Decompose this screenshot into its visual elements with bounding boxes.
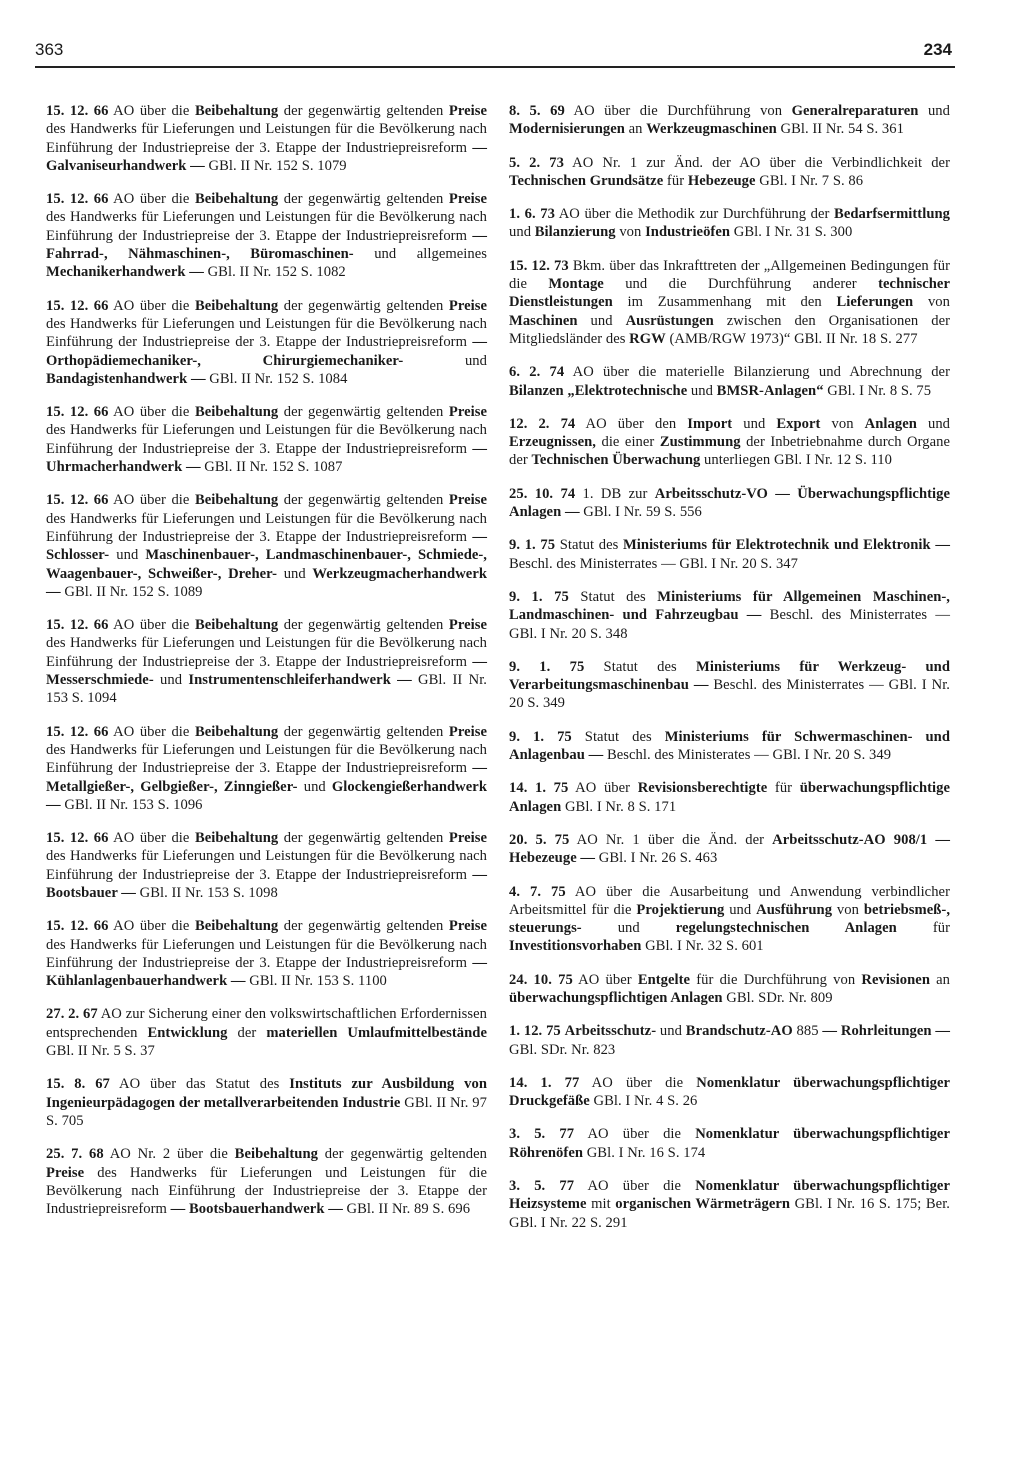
entry-keyword: Nomenklatur überwachungspflichtiger Druckgefäße xyxy=(509,1074,951,1110)
entry-keyword: Mechanikerhandwerk — xyxy=(46,264,204,281)
entry-keyword: Beibehaltung xyxy=(194,297,279,314)
entry-keyword: materiellen Umlaufmittelbestände xyxy=(266,1024,487,1041)
entry-keyword: Entwicklung xyxy=(147,1024,228,1041)
entry-text: Beschl. des Ministerrates — GBl. I Nr. 20 S. 348 xyxy=(509,607,950,642)
entry-text: der Inbetriebnahme durch Organe der xyxy=(509,434,950,469)
entry-text: und die Durchführung anderer xyxy=(603,276,879,293)
entry-keyword: Preise xyxy=(448,103,488,119)
entry-text: und xyxy=(509,224,535,241)
entry-keyword: — Bootsbauerhandwerk — xyxy=(170,1201,343,1218)
entry-text: und xyxy=(724,901,757,918)
entry-text: AO über die Methodik zur Durchführung der xyxy=(554,206,835,223)
index-entry xyxy=(509,257,950,348)
entry-text: Statut des xyxy=(584,658,697,675)
entry-date: 20. 5. 75 xyxy=(509,831,570,848)
entry-text: AO über die xyxy=(108,297,195,314)
entry-keyword: Nomenklatur überwachungspflichtiger Röhrenöfen xyxy=(509,1126,950,1161)
entry-text: der gegenwärtig geltenden xyxy=(278,404,449,421)
entry-keyword: Beibehaltung xyxy=(194,492,279,509)
entry-keyword: Projektierung xyxy=(636,901,725,918)
entry-keyword: Technischen Grundsätze xyxy=(509,172,664,189)
entry-text: für xyxy=(663,172,688,189)
entry-keyword: regelungstechnischen Anlagen xyxy=(675,920,897,937)
entry-text: der gegenwärtig geltenden xyxy=(278,617,449,634)
entry-text: im Zusammenhang mit den xyxy=(612,294,837,311)
entry-keyword: Entgelte xyxy=(637,971,691,988)
index-entry xyxy=(46,1075,487,1130)
entry-text: Beschl. des Ministerrates — GBl. I Nr. 20 S. 349 xyxy=(509,677,950,712)
index-entry xyxy=(509,588,950,643)
entry-keyword: Revisionen xyxy=(861,971,930,988)
entry-text: und xyxy=(581,920,676,937)
entry-text: AO über xyxy=(568,780,638,797)
entry-keyword: Preise xyxy=(448,918,488,935)
entry-keyword: Arbeitsschutz-AO 908/1 — Hebezeuge — xyxy=(509,831,950,867)
entry-text: GBl. II Nr. 152 S. 1089 xyxy=(60,583,203,600)
entry-text: von xyxy=(615,224,646,241)
entry-text: GBl. I Nr. 8 S. 75 xyxy=(823,382,932,399)
entry-text: GBl. II Nr. 89 S. 696 xyxy=(342,1201,471,1218)
entry-text: für xyxy=(767,780,800,797)
entry-text: des Handwerks für Lieferungen und Leistungen für die Bevölkerung nach Einführung der Industriepreise der 3. Etappe der Industriepreisreform xyxy=(46,1164,487,1218)
entry-text: AO über die xyxy=(108,492,195,509)
entry-date: 25. 10. 74 xyxy=(509,485,576,502)
entry-text: unterliegen GBl. I Nr. 12 S. 110 xyxy=(700,452,892,469)
entry-date: 15. 12. 66 xyxy=(46,830,109,847)
entry-text: Statut des xyxy=(555,537,623,554)
entry-keyword: — Orthopädiemechaniker-, Chirurgiemechaniker- xyxy=(46,334,487,369)
entry-text: des Handwerks für Lieferungen und Leistungen für die Bevölkerung nach Einführung der Industriepreise der 3. Etappe der Industriepreisreform xyxy=(46,936,487,971)
entry-text: AO über die xyxy=(108,830,195,847)
entry-text: die einer xyxy=(596,434,660,451)
page-number-left: 363 xyxy=(35,40,64,59)
entry-text: AO über die xyxy=(108,404,195,421)
entry-date: 8. 5. 69 xyxy=(509,103,565,119)
entry-keyword: Beibehaltung xyxy=(194,103,279,119)
entry-date: 6. 2. 74 xyxy=(509,364,565,381)
entry-text: des Handwerks für Lieferungen und Leistungen für die Bevölkerung nach Einführung der Industriepreise der 3. Etappe der Industriepreisreform xyxy=(46,121,487,156)
entry-date: 15. 12. 66 xyxy=(46,297,109,314)
entry-text: des Handwerks für Lieferungen und Leistungen für die Bevölkerung nach Einführung der Industriepreise der 3. Etappe der Industriepreisreform xyxy=(46,209,487,244)
entry-keyword: Montage xyxy=(548,276,604,293)
entry-keyword: überwachungspflichtige Anlagen xyxy=(509,780,950,815)
entry-text: AO über die xyxy=(108,617,195,634)
entry-text: GBl. I Nr. 7 S. 86 xyxy=(755,172,864,189)
entry-text: des Handwerks für Lieferungen und Leistungen für die Bevölkerung nach Einführung der Industriepreise der 3. Etappe der Industriepreisreform xyxy=(46,422,487,457)
entry-date: 15. 12. 66 xyxy=(46,617,109,634)
entry-keyword: Preise xyxy=(448,404,488,421)
entry-text: GBl. I Nr. 26 S. 463 xyxy=(595,850,718,867)
entry-text: GBl. SDr. Nr. 823 xyxy=(509,1041,616,1058)
entry-text: GBl. I Nr. 59 S. 556 xyxy=(579,504,702,521)
entry-text: der gegenwärtig geltenden xyxy=(278,297,449,314)
entry-date: 9. 1. 75 xyxy=(509,728,572,745)
entry-keyword: Arbeitsschutz-VO — Überwachungspflichtige Anlagen — xyxy=(509,485,951,521)
entry-text: GBl. I Nr. 16 S. 175; Ber. GBl. I Nr. 22 S. 291 xyxy=(509,1196,951,1231)
entry-date: 24. 10. 75 xyxy=(509,971,573,988)
entry-text: der gegenwärtig geltenden xyxy=(278,918,449,935)
header-divider xyxy=(35,66,955,68)
entry-keyword: Preise xyxy=(448,617,488,634)
index-entry xyxy=(46,723,487,814)
entry-text: AO über das Statut des xyxy=(109,1076,290,1093)
entry-text: AO über die xyxy=(108,918,195,935)
entry-keyword: Lieferungen xyxy=(836,294,914,311)
entry-text: des Handwerks für Lieferungen und Leistungen für die Bevölkerung nach Einführung der Industriepreise der 3. Etappe der Industriepreisreform xyxy=(46,741,487,777)
entry-text: für die Durchführung von xyxy=(690,971,862,988)
index-entry xyxy=(509,1177,950,1232)
entry-text: des Handwerks für Lieferungen und Leistungen für die Bevölkerung nach Einführung der Industriepreise der 3. Etappe der Industriepreisreform xyxy=(46,315,487,351)
entry-text: und xyxy=(403,352,487,369)
entry-keyword: — Bootsbauer — xyxy=(46,866,487,901)
index-entry xyxy=(46,297,487,388)
entry-text: GBl. SDr. Nr. 809 xyxy=(722,989,833,1006)
entry-text: AO über xyxy=(572,971,638,988)
entry-text: des Handwerks für Lieferungen und Leistungen für die Bevölkerung nach Einführung der Industriepreise der 3. Etappe der Industriepreisreform xyxy=(46,635,487,670)
entry-text: an xyxy=(624,121,647,138)
entry-text: Beschl. des Ministerrates — GBl. I Nr. 20 S. 347 xyxy=(509,555,798,572)
entry-keyword: Maschinenbauer-, Landmaschinenbauer-, Schmiede-, Waagenbauer-, Schweißer-, Dreher- xyxy=(46,547,488,582)
entry-text: der gegenwärtig geltenden xyxy=(278,103,449,119)
entry-keyword: Bedarfsermittlung xyxy=(834,206,950,223)
entry-text: der xyxy=(227,1024,267,1041)
entry-keyword: Ausführung xyxy=(756,901,833,918)
entry-keyword: Preise xyxy=(448,297,488,314)
index-entry xyxy=(46,190,487,281)
entry-text: und xyxy=(732,415,777,432)
entry-text: 1. DB zur xyxy=(575,485,655,502)
entry-keyword: Beibehaltung xyxy=(194,918,279,935)
entry-keyword: RGW xyxy=(629,330,666,347)
index-entry xyxy=(509,102,950,139)
entry-date: 9. 1. 75 xyxy=(509,658,585,675)
entry-text: und xyxy=(297,778,332,795)
page-number-right: 234 xyxy=(923,40,952,59)
entry-text: GBl. II Nr. 153 S. 1096 xyxy=(60,796,203,813)
entry-text: und xyxy=(687,382,717,399)
entry-text: und xyxy=(109,547,146,564)
entry-keyword: Erzeugnissen, xyxy=(509,434,597,451)
entry-text: GBl. II Nr. 152 S. 1079 xyxy=(204,157,347,174)
entry-keyword: Anlagen xyxy=(864,415,917,432)
entry-text: der gegenwärtig geltenden xyxy=(278,830,449,847)
entry-keyword: Werkzeugmacherhandwerk — xyxy=(46,565,488,600)
entry-keyword: Import xyxy=(687,415,733,432)
entry-keyword: Arbeitsschutz- xyxy=(564,1023,657,1040)
entry-date: 15. 12. 66 xyxy=(46,404,109,421)
entry-keyword: Ministeriums für Werkzeug- und Verarbeitungsmaschinenbau — xyxy=(509,658,950,694)
entry-keyword: Export xyxy=(776,415,821,432)
entry-keyword: Beibehaltung xyxy=(234,1146,318,1163)
entry-text: der gegenwärtig geltenden xyxy=(318,1146,488,1163)
entry-text: von xyxy=(832,901,864,918)
entry-text: an xyxy=(929,971,951,988)
index-entry xyxy=(509,971,950,1008)
entry-keyword: Werkzeugmaschinen xyxy=(646,121,777,138)
entry-keyword: Instrumentenschleiferhandwerk — xyxy=(188,672,412,689)
index-entry xyxy=(46,1005,487,1060)
index-entry xyxy=(509,1125,950,1162)
entry-keyword: Beibehaltung xyxy=(194,404,279,421)
entry-text: Bkm. über das Inkrafttreten der „Allgemeinen Bedingungen für die xyxy=(509,257,950,293)
entry-text: des Handwerks für Lieferungen und Leistungen für die Bevölkerung nach Einführung der Industriepreise der 3. Etappe der Industriepreisreform xyxy=(46,510,487,545)
entry-text: GBl. I Nr. 4 S. 26 xyxy=(589,1093,698,1110)
entry-keyword: Brandschutz-AO xyxy=(685,1023,793,1040)
entry-text: GBl. II Nr. 5 S. 37 xyxy=(46,1043,155,1060)
entry-keyword: Bilanzierung xyxy=(534,224,616,241)
entry-text: AO über die xyxy=(574,1126,696,1143)
entry-text: und xyxy=(916,415,951,432)
index-entry xyxy=(46,829,487,902)
entry-keyword: — Messerschmiede- xyxy=(46,653,487,689)
index-entry xyxy=(46,403,487,476)
entry-date: 15. 12. 66 xyxy=(46,191,109,208)
entry-date: 1. 6. 73 xyxy=(509,206,555,223)
entry-text: für xyxy=(896,920,950,937)
entry-keyword: Generalreparaturen xyxy=(791,103,919,119)
index-entry xyxy=(46,102,487,175)
entry-date: 9. 1. 75 xyxy=(509,537,556,554)
entry-date: 27. 2. 67 xyxy=(46,1006,98,1023)
entry-text: AO über die materielle Bilanzierung und Abrechnung der xyxy=(564,364,950,381)
entry-keyword: Investitionsvorhaben xyxy=(509,938,642,955)
entry-text: der gegenwärtig geltenden xyxy=(278,191,449,208)
entry-text: AO über die Ausarbeitung und Anwendung verbindlicher Arbeitsmittel für die xyxy=(509,883,950,918)
entry-date: 15. 12. 66 xyxy=(46,492,109,509)
entry-keyword: Ausrüstungen xyxy=(625,312,714,329)
entry-text: Statut des xyxy=(571,728,665,745)
entry-text: AO über die xyxy=(108,723,195,740)
entry-text: GBl. II Nr. 97 S. 705 xyxy=(46,1094,487,1129)
index-entry xyxy=(509,728,950,765)
entry-text: und xyxy=(918,103,950,119)
entry-text: der gegenwärtig geltenden xyxy=(278,492,449,509)
entry-keyword: Beibehaltung xyxy=(194,830,279,847)
entry-text: von xyxy=(820,415,865,432)
entry-keyword: Preise xyxy=(46,1164,85,1181)
entry-date: 25. 7. 68 xyxy=(46,1146,104,1163)
index-entry xyxy=(509,485,950,522)
entry-keyword: Glockengießerhandwerk — xyxy=(46,778,487,813)
entry-keyword: betriebsmeß-, steuerungs- xyxy=(509,901,951,937)
entry-keyword: — Schlosser- xyxy=(46,528,487,564)
index-entry xyxy=(509,831,950,868)
entry-keyword: — Fahrrad-, Nähmaschinen-, Büromaschinen- xyxy=(46,227,487,263)
entry-text: AO über den xyxy=(575,415,688,432)
entry-text: der gegenwärtig geltenden xyxy=(278,723,449,740)
entry-date: 15. 8. 67 xyxy=(46,1076,110,1093)
entry-date: 15. 12. 66 xyxy=(46,918,109,935)
entry-keyword: Hebezeuge xyxy=(687,172,756,189)
entry-text: AO zur Sicherung einer den volkswirtschaftlichen Erfordernissen entsprechenden xyxy=(46,1006,488,1041)
index-entry xyxy=(509,154,950,191)
entry-text: von xyxy=(913,294,950,311)
entry-text: Beschl. des Ministerates — GBl. I Nr. 20 S. 349 xyxy=(603,747,892,764)
entry-text: mit xyxy=(586,1196,616,1213)
entry-text: GBl. II Nr. 152 S. 1087 xyxy=(200,459,343,476)
entry-text: und xyxy=(577,312,626,329)
index-entry xyxy=(509,205,950,242)
index-entry xyxy=(46,616,487,707)
entry-date: 5. 2. 73 xyxy=(509,154,564,171)
entry-keyword: organischen Wärmeträgern xyxy=(615,1196,791,1213)
entry-date: 4. 7. 75 xyxy=(509,883,566,900)
entry-text: und xyxy=(656,1023,686,1040)
entry-keyword: überwachungspflichtigen Anlagen xyxy=(509,989,723,1006)
entry-keyword: Preise xyxy=(448,492,488,509)
entry-text: GBl. II Nr. 153 S. 1098 xyxy=(135,884,278,901)
entry-keyword: Modernisierungen xyxy=(509,121,625,138)
entry-keyword: Nomenklatur überwachungspflichtiger Heizsysteme xyxy=(509,1178,950,1213)
entry-text: und xyxy=(277,565,313,582)
index-entry xyxy=(509,779,950,816)
entry-keyword: Beibehaltung xyxy=(194,191,279,208)
index-entry xyxy=(509,1074,950,1111)
entry-text: des Handwerks für Lieferungen und Leistungen für die Bevölkerung nach Einführung der Industriepreise der 3. Etappe der Industriepreisreform xyxy=(46,848,487,883)
index-entry xyxy=(509,658,950,713)
entry-keyword: Zustimmung xyxy=(659,434,741,451)
entry-text: AO über die Durchführung von xyxy=(564,103,792,119)
entry-text: 885 xyxy=(792,1023,823,1040)
index-entry xyxy=(46,917,487,990)
entry-text: GBl. II Nr. 153 S. 1100 xyxy=(245,973,387,990)
entry-keyword: BMSR-Anlagen“ xyxy=(716,382,824,399)
entry-date: 12. 2. 74 xyxy=(509,415,576,432)
entry-text: GBl. I Nr. 16 S. 174 xyxy=(583,1144,706,1161)
index-entry xyxy=(46,1145,487,1218)
entry-keyword: Preise xyxy=(448,191,488,208)
entry-text: Statut des xyxy=(568,588,658,605)
entry-text: GBl. I Nr. 32 S. 601 xyxy=(641,938,764,955)
entry-text: AO über die xyxy=(108,103,195,119)
entry-keyword: Technischen Überwachung xyxy=(531,452,701,469)
entry-text: (AMB/RGW 1973)“ GBl. II Nr. 18 S. 277 xyxy=(665,330,918,347)
entry-date: 14. 1. 75 xyxy=(509,780,569,797)
entry-keyword: — Kühlanlagenbauerhandwerk — xyxy=(46,954,487,990)
entry-date: 15. 12. 73 xyxy=(509,257,569,274)
entry-text: GBl. II Nr. 54 S. 361 xyxy=(776,121,904,138)
entry-text: und xyxy=(153,672,189,689)
entry-keyword: Bandagistenhandwerk — xyxy=(46,370,206,387)
entry-keyword: Beibehaltung xyxy=(194,617,279,634)
left-column xyxy=(46,102,487,1233)
entry-keyword: — Galvaniseurhandwerk — xyxy=(46,139,487,174)
entry-keyword: Bilanzen „Elektrotechnische xyxy=(509,382,688,399)
entry-keyword: Ministeriums für Allgemeinen Maschinen-, Landmaschinen- und Fahrzeugbau — xyxy=(509,588,950,624)
entry-text: AO über die xyxy=(108,191,195,208)
entry-text: AO Nr. 1 über die Änd. der xyxy=(569,831,773,848)
entry-date: 15. 12. 66 xyxy=(46,103,109,119)
entry-date: 1. 12. 75 xyxy=(509,1023,561,1040)
entry-text: GBl. I Nr. 8 S. 171 xyxy=(561,798,677,815)
entry-keyword: Ministeriums für Elektrotechnik und Elektronik — xyxy=(622,537,950,554)
entry-keyword: Preise xyxy=(448,830,488,847)
index-entry xyxy=(509,883,950,956)
index-entry xyxy=(509,363,950,400)
entry-date: 3. 5. 77 xyxy=(509,1178,575,1195)
entry-date: 3. 5. 77 xyxy=(509,1126,575,1143)
entry-keyword: — Uhrmacherhandwerk — xyxy=(46,440,487,476)
entry-text: GBl. II Nr. 152 S. 1082 xyxy=(203,264,346,281)
entry-text: AO Nr. 1 zur Änd. der AO über die Verbindlichkeit der xyxy=(563,154,950,171)
index-entry xyxy=(509,536,950,573)
entry-text: AO über die xyxy=(574,1178,696,1195)
entry-text: und allgemeines xyxy=(353,246,487,263)
entry-text: AO Nr. 2 über die xyxy=(103,1146,235,1163)
entry-keyword: Revisionsberechtigte xyxy=(637,780,768,797)
entry-text: GBl. I Nr. 31 S. 300 xyxy=(730,224,853,241)
entry-keyword: Preise xyxy=(448,723,488,740)
entry-text: AO über die xyxy=(579,1074,697,1091)
entry-date: 15. 12. 66 xyxy=(46,723,109,740)
entry-keyword: Maschinen xyxy=(509,312,578,329)
entry-keyword: — Rohrleitungen — xyxy=(822,1023,950,1040)
entry-text: GBl. II Nr. 153 S. 1094 xyxy=(46,672,488,707)
entry-text: zwischen den Organisationen der Mitgliedsländer des xyxy=(509,312,951,347)
entry-text: GBl. II Nr. 152 S. 1084 xyxy=(205,370,348,387)
entry-keyword: Instituts zur Ausbildung von Ingenieurpädagogen der metallverarbeitenden Industrie xyxy=(46,1076,488,1111)
entry-date: 14. 1. 77 xyxy=(509,1074,580,1091)
entry-keyword: Ministeriums für Schwermaschinen- und Anlagenbau — xyxy=(509,728,951,764)
index-entry xyxy=(509,415,950,470)
entry-keyword: Beibehaltung xyxy=(194,723,279,740)
entry-keyword: — Metallgießer-, Gelbgießer-, Zinngießer- xyxy=(46,760,487,795)
index-entry xyxy=(46,491,487,601)
index-entry xyxy=(509,1022,950,1059)
entry-keyword: technischer Dienstleistungen xyxy=(509,276,950,311)
entry-date: 9. 1. 75 xyxy=(509,588,569,605)
right-column xyxy=(509,102,950,1247)
entry-keyword: Industrieöfen xyxy=(645,224,731,241)
